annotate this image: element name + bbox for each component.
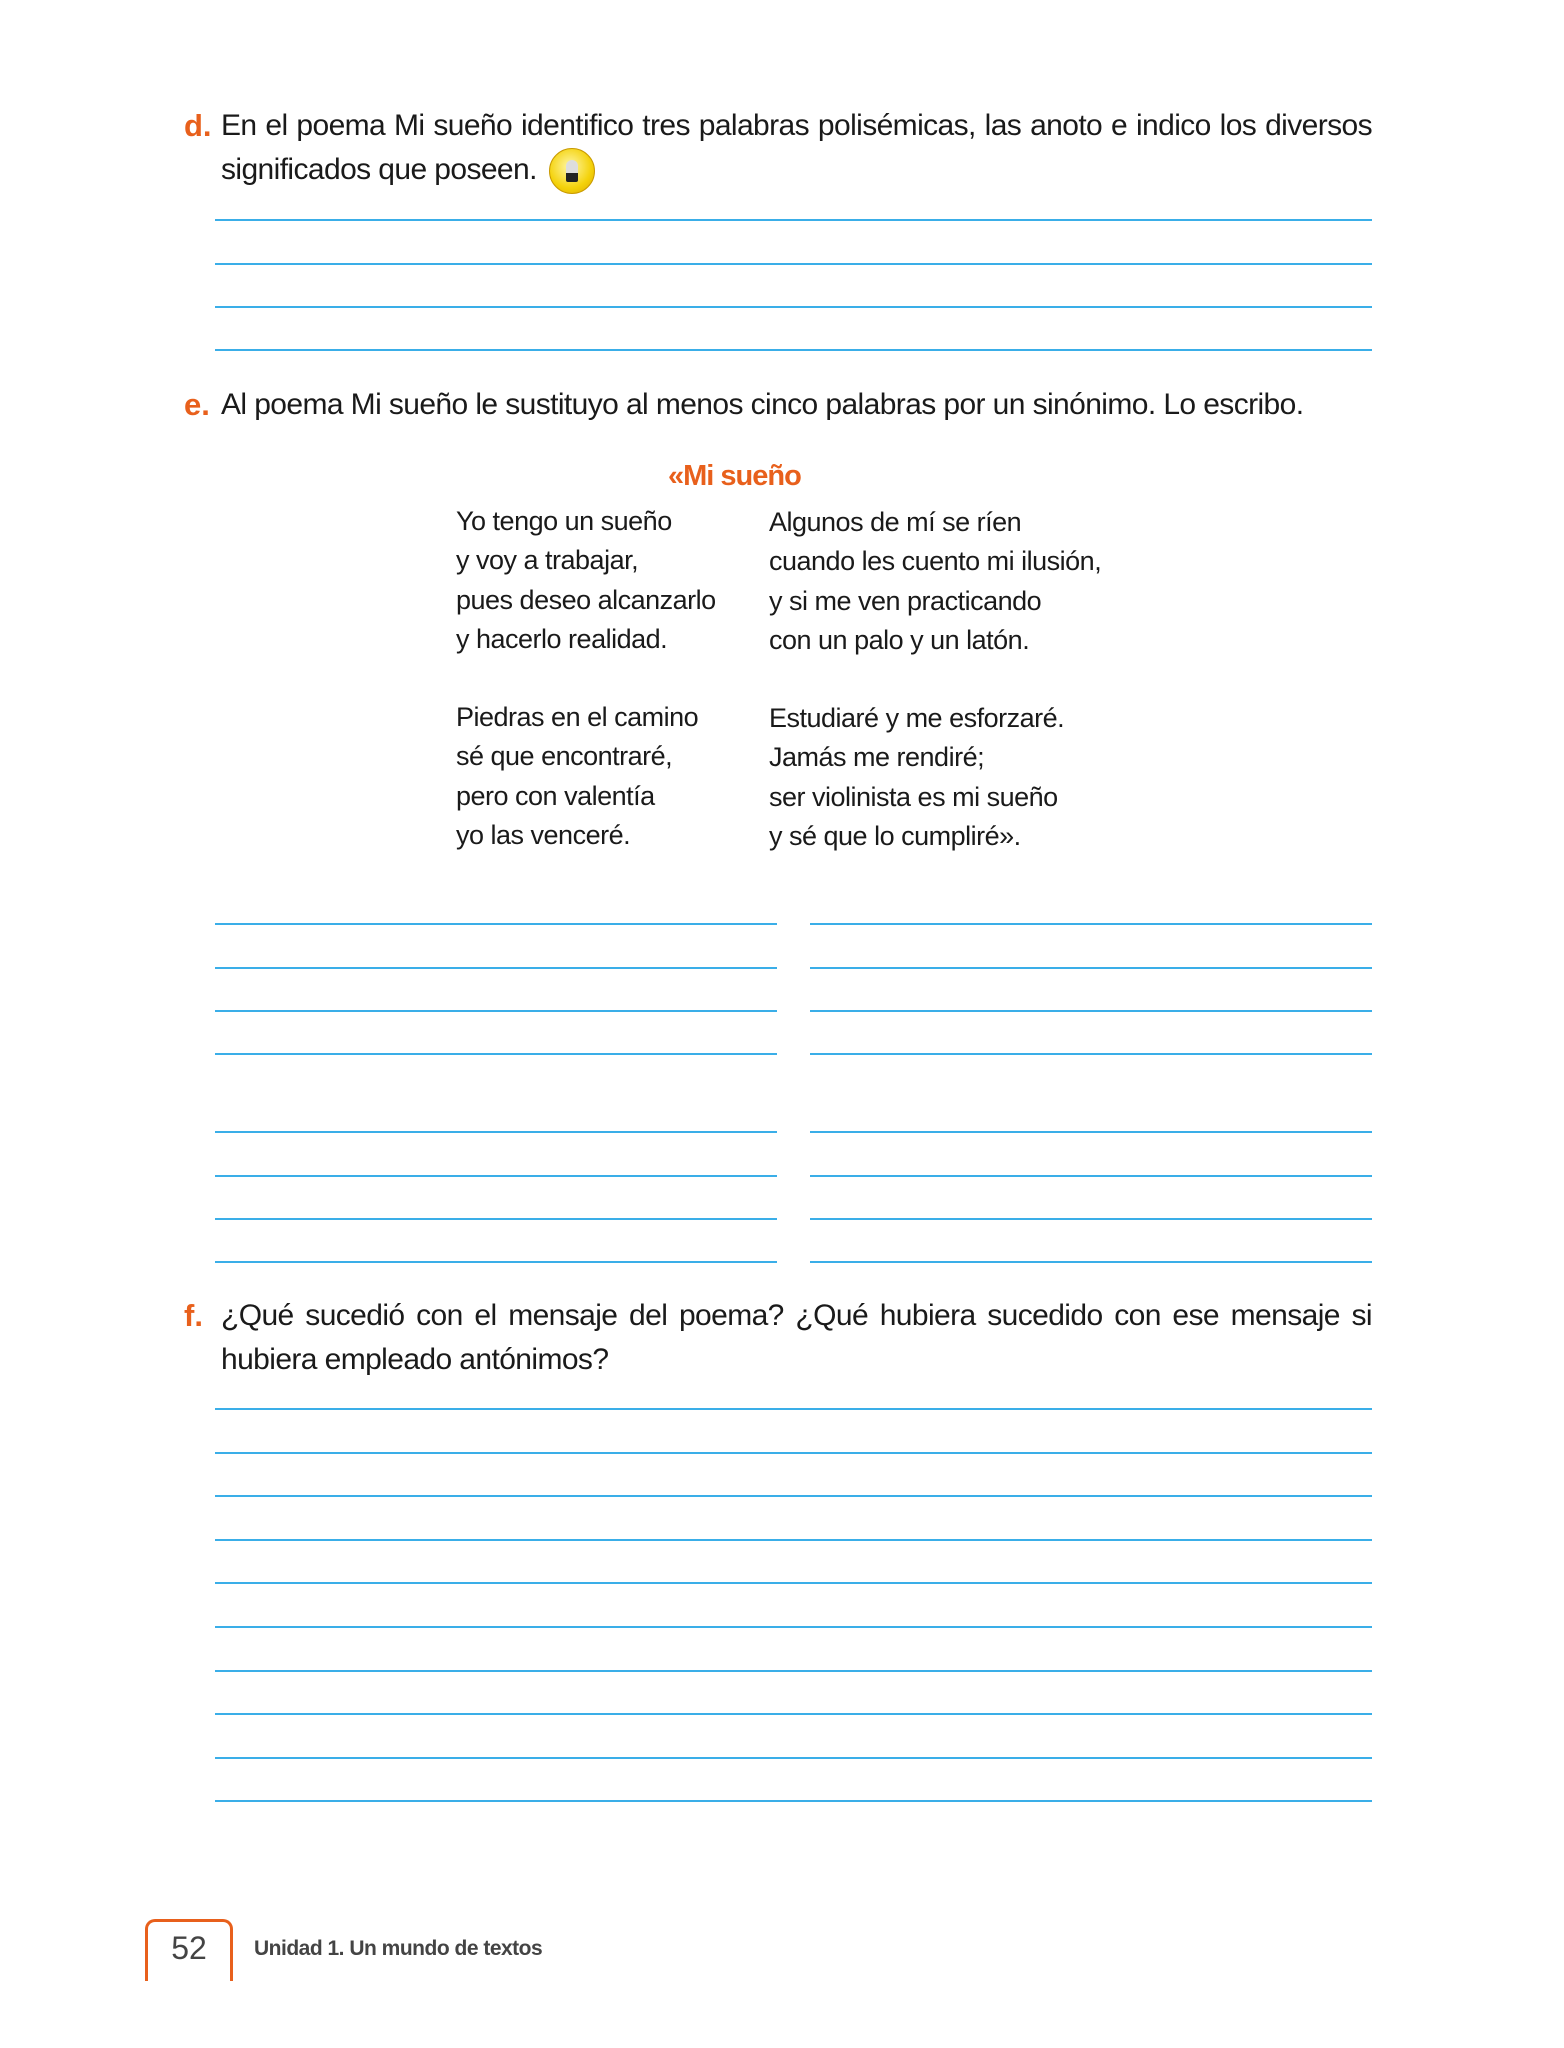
answer-line[interactable] <box>215 1452 1372 1454</box>
answer-line[interactable] <box>810 967 1372 969</box>
answer-line[interactable] <box>215 1670 1372 1672</box>
answer-line[interactable] <box>215 349 1372 351</box>
answer-line[interactable] <box>810 1261 1372 1263</box>
answer-line[interactable] <box>215 967 777 969</box>
poem-verse: Algunos de mí se ríen <box>769 507 1022 537</box>
question-d-label: d. <box>184 108 212 143</box>
answer-line[interactable] <box>810 923 1372 925</box>
answer-line[interactable] <box>215 1626 1372 1628</box>
poem-verse: Estudiaré y me esforzaré. <box>769 703 1065 734</box>
answer-line[interactable] <box>810 1053 1372 1055</box>
poem-verse: pero con valentía <box>456 780 655 811</box>
answer-line[interactable] <box>215 1582 1372 1584</box>
answer-line[interactable] <box>215 1261 777 1263</box>
poem-stanza <box>769 503 1101 660</box>
answer-line[interactable] <box>215 219 1372 221</box>
answer-line[interactable] <box>215 923 777 925</box>
poem-verse: Jamás me rendiré; <box>769 742 985 773</box>
lightbulb-icon <box>549 148 595 194</box>
answer-line[interactable] <box>215 1131 777 1133</box>
poem-verse: Piedras en el camino <box>456 702 699 733</box>
question-d-text-content: En el poema Mi sueño identifico tres palabras polisémicas, las anoto e indico los diversos significados que poseen. <box>221 109 1372 186</box>
poem-verse: pues deseo alcanzarlo <box>456 584 716 615</box>
poem-verse: con un palo y un latón. <box>769 624 1030 655</box>
poem-verse: ser violinista es mi sueño <box>769 781 1058 812</box>
poem-verse: y voy a trabajar, <box>456 545 639 576</box>
poem-right-column <box>769 503 1101 856</box>
answer-line[interactable] <box>215 1408 1372 1410</box>
answer-line[interactable] <box>215 306 1372 308</box>
poem-title: «Mi sueño <box>668 460 801 492</box>
poem-left-column <box>456 502 716 855</box>
answer-line[interactable] <box>215 1175 777 1177</box>
answer-line[interactable] <box>215 1539 1372 1541</box>
unit-title: Unidad 1. Un mundo de textos <box>254 1937 543 1960</box>
poem-verse: cuando les cuento mi ilusión, <box>769 546 1102 577</box>
question-f-text: ¿Qué sucedió con el mensaje del poema? ¿Qué hubiera sucedido con ese mensaje si hubiera empleado antónimos? <box>221 1299 1372 1376</box>
answer-line[interactable] <box>810 1010 1372 1012</box>
poem-verse: y hacerlo realidad. <box>456 623 668 654</box>
answer-line[interactable] <box>215 1495 1372 1497</box>
answer-line[interactable] <box>215 1053 777 1055</box>
question-e-label: e. <box>184 387 210 422</box>
poem-verse: Yo tengo un sueño <box>456 506 672 536</box>
answer-line[interactable] <box>810 1131 1372 1133</box>
answer-line[interactable] <box>215 1010 777 1012</box>
poem-verse: y si me ven practicando <box>769 585 1042 616</box>
poem-stanza <box>456 698 716 855</box>
poem-verse: yo las venceré. <box>456 820 631 851</box>
answer-line[interactable] <box>215 263 1372 265</box>
answer-line[interactable] <box>810 1218 1372 1220</box>
poem-stanza <box>769 699 1101 856</box>
poem-verse: sé que encontraré, <box>456 741 673 772</box>
answer-line[interactable] <box>215 1218 777 1220</box>
poem-stanza <box>456 502 716 659</box>
answer-line[interactable] <box>215 1800 1372 1802</box>
poem-verse: y sé que lo cumpliré». <box>769 821 1021 852</box>
question-e-text: Al poema Mi sueño le sustituyo al menos cinco palabras por un sinónimo. Lo escribo. <box>221 388 1304 421</box>
question-f-label: f. <box>184 1298 203 1333</box>
answer-line[interactable] <box>810 1175 1372 1177</box>
answer-line[interactable] <box>215 1713 1372 1715</box>
question-d-text <box>221 104 1372 194</box>
page-number: 52 <box>145 1919 233 1981</box>
answer-line[interactable] <box>215 1757 1372 1759</box>
